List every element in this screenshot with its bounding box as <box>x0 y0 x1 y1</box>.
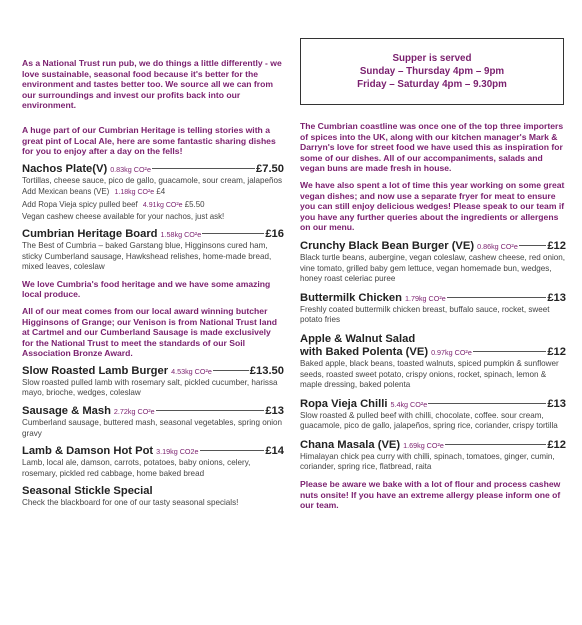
price-leader <box>213 370 249 371</box>
price-leader <box>200 450 265 451</box>
dish-description: Check the blackboard for one of our tasty seasonal specials! <box>22 498 239 508</box>
left-column <box>22 58 284 509</box>
vegan-intro: We have also spent a lot of time this year working on some great vegan dishes; and now use a separate fryer for meat to ensure you can still enjoy delicious wedges! Please speak to our team if you have any further queries about the ingredients or allergens on our menu. <box>300 179 565 233</box>
dish-name: Sausage & Mash <box>22 405 111 418</box>
dish-name: Ropa Vieja Chilli <box>300 397 388 410</box>
dish-description: Himalayan chick pea curry with chilli, spinach, tomatoes, ginger, cumin, coriander, spring rice, flatbread, raita <box>300 451 555 472</box>
dish-price: £7.50 <box>256 162 284 175</box>
dish-hot-pot <box>22 445 284 479</box>
dish-price: £13.50 <box>249 364 284 377</box>
dish-price: £16 <box>265 227 284 240</box>
hours-sun-thu: Sunday – Thursday 4pm – 9pm <box>359 66 505 77</box>
co2-label: 0.86kg CO²e <box>477 241 518 251</box>
dish-chana-masala <box>300 439 566 473</box>
dish-lamb-burger <box>22 365 284 399</box>
dish-description: Tortillas, cheese sauce, pico de gallo, guacamole, sour cream, jalapeños <box>22 175 283 185</box>
meat-intro: All of our meat comes from our local award winning butcher Higginsons of Grange; our Venison is from National Trust land at Cartmel and our Cumberland Sausage is made exclusively for the National Trust to meet the standards of our Soil Association Bronze Award. <box>22 305 277 359</box>
coast-intro: The Cumbrian coastline was once one of the top three importers of spices into the UK, along with our kitchen manager's Mark & Darryn's love for street food we have used this as inspiration for some of our dishes. All of our accompaniments, salads and vegan buns are made fresh in house. <box>300 121 564 174</box>
dish-name: Seasonal Stickle Special <box>22 485 153 498</box>
co2-label: 0.83kg CO²e <box>110 164 151 174</box>
intro-text: As a National Trust run pub, we do things a little differently - we love sustainable, seasonal food because it's better for the environment and tastes better too. We source all we can from our surroundings and invest our profits back into our environment. <box>22 58 282 111</box>
price-leader <box>519 245 547 246</box>
dish-description: The Best of Cumbria – baked Garstang blue, Higginsons cured ham, sticky Cumberland sausage, Hawkshead relishes, home-made bread, mixed leaves, coleslaw <box>22 240 272 272</box>
co2-label: 0.97kg CO²e <box>431 347 472 357</box>
dish-price: £13 <box>547 397 566 410</box>
dish-nachos <box>22 163 284 222</box>
dish-buttermilk-chicken <box>300 292 566 326</box>
price-leader <box>473 351 547 352</box>
co2-label: 1.69kg CO²e <box>403 440 444 450</box>
co2-label: 1.79kg CO²e <box>404 293 446 303</box>
dish-name-line2: with Baked Polenta (VE) <box>300 345 429 358</box>
supper-hours-box <box>300 38 564 105</box>
co2-label: 3.19kg CO2e <box>156 447 199 457</box>
dish-price: £12 <box>547 345 566 358</box>
dish-name: Cumbrian Heritage Board <box>22 227 158 240</box>
dish-price: £14 <box>265 445 284 458</box>
right-column <box>300 38 566 511</box>
dish-name: Buttermilk Chicken <box>300 291 402 304</box>
dish-stickle-special <box>22 485 284 509</box>
co2-label: 2.72kg CO²e <box>113 407 155 417</box>
hours-fri-sat: Friday – Saturday 4pm – 9.30pm <box>357 79 507 90</box>
dish-description: Black turtle beans, aubergine, vegan coleslaw, cashew cheese, red onion, vine tomato, grilled baby gem lettuce, vegan homemade bun, wedges, honey roast celeriac puree <box>300 252 566 284</box>
price-leader <box>156 410 265 411</box>
dish-apple-walnut-salad <box>300 333 566 391</box>
dish-price: £13 <box>265 405 284 418</box>
allergy-note: Please be aware we bake with a lot of flour and process cashew nuts onsite! If you have an extreme allergy please inform one of our team. <box>300 479 561 511</box>
dish-name: Crunchy Black Bean Burger (VE) <box>300 239 475 252</box>
price-leader <box>152 168 255 169</box>
dish-name: Chana Masala (VE) <box>300 438 401 451</box>
dish-bean-burger <box>300 240 566 285</box>
dish-description: Freshly coated buttermilk chicken breast, buffalo sauce, rocket, sweet potato fries <box>300 304 550 325</box>
heritage-intro: We love Cumbria's food heritage and we have some amazing local produce. <box>22 278 271 300</box>
price-leader <box>202 233 264 234</box>
addon-beef: Add Ropa Vieja spicy pulled beef 4.91kg CO²e £5.50 <box>22 199 205 209</box>
dish-price: £13 <box>547 291 566 304</box>
dish-sausage-mash <box>22 405 284 439</box>
dish-ropa-vieja-chilli <box>300 398 566 432</box>
dish-description: Baked apple, black beans, toasted walnuts, spiced pumpkin & sunflower seeds, roasted sweet potato, crispy onions, rocket, spinach, lemon & maple dressing, baked polenta <box>300 358 559 390</box>
dish-description: Lamb, local ale, damson, carrots, potatoes, baby onions, celery, rosemary, pickled red cabbage, home baked bread <box>22 458 251 478</box>
price-leader <box>447 297 547 298</box>
dish-name: Slow Roasted Lamb Burger <box>22 364 169 377</box>
dish-name: Nachos Plate(V) <box>22 162 108 175</box>
dish-price: £12 <box>547 239 566 252</box>
dish-name-line1: Apple & Walnut Salad <box>300 332 416 345</box>
dish-price: £12 <box>547 438 566 451</box>
price-leader <box>428 403 546 404</box>
sharing-intro: A huge part of our Cumbrian Heritage is telling stories with a great pint of Local Ale, here are some fantastic sharing dishes for you to enjoy after a day on the fells! <box>22 124 276 157</box>
co2-label: 4.53kg CO²e <box>171 366 212 376</box>
dish-description: Cumberland sausage, buttered mash, seasonal vegetables, spring onion gravy <box>22 418 283 438</box>
dish-heritage-board <box>22 228 284 273</box>
dish-description: Slow roasted pulled lamb with rosemary salt, pickled cucumber, harissa mayo, brioche, wedges, coleslaw <box>22 377 278 398</box>
price-leader <box>445 444 546 445</box>
box-title: Supper is served <box>392 53 472 64</box>
dish-name: Lamb & Damson Hot Pot <box>22 445 154 458</box>
co2-label: 5.4kg CO²e <box>390 399 428 409</box>
dish-description: Slow roasted & pulled beef with chilli, chocolate, coffee. sour cream, guacamole, pico de gallo, jalapeños, spring rice, coriander, crispy tortilla <box>300 410 558 431</box>
addon-beans: Add Mexican beans (VE) 1.18kg CO²e £4 <box>22 187 166 197</box>
vegan-note: Vegan cashew cheese available for your nachos, just ask! <box>22 211 225 221</box>
co2-label: 1.58kg CO²e <box>160 229 202 239</box>
